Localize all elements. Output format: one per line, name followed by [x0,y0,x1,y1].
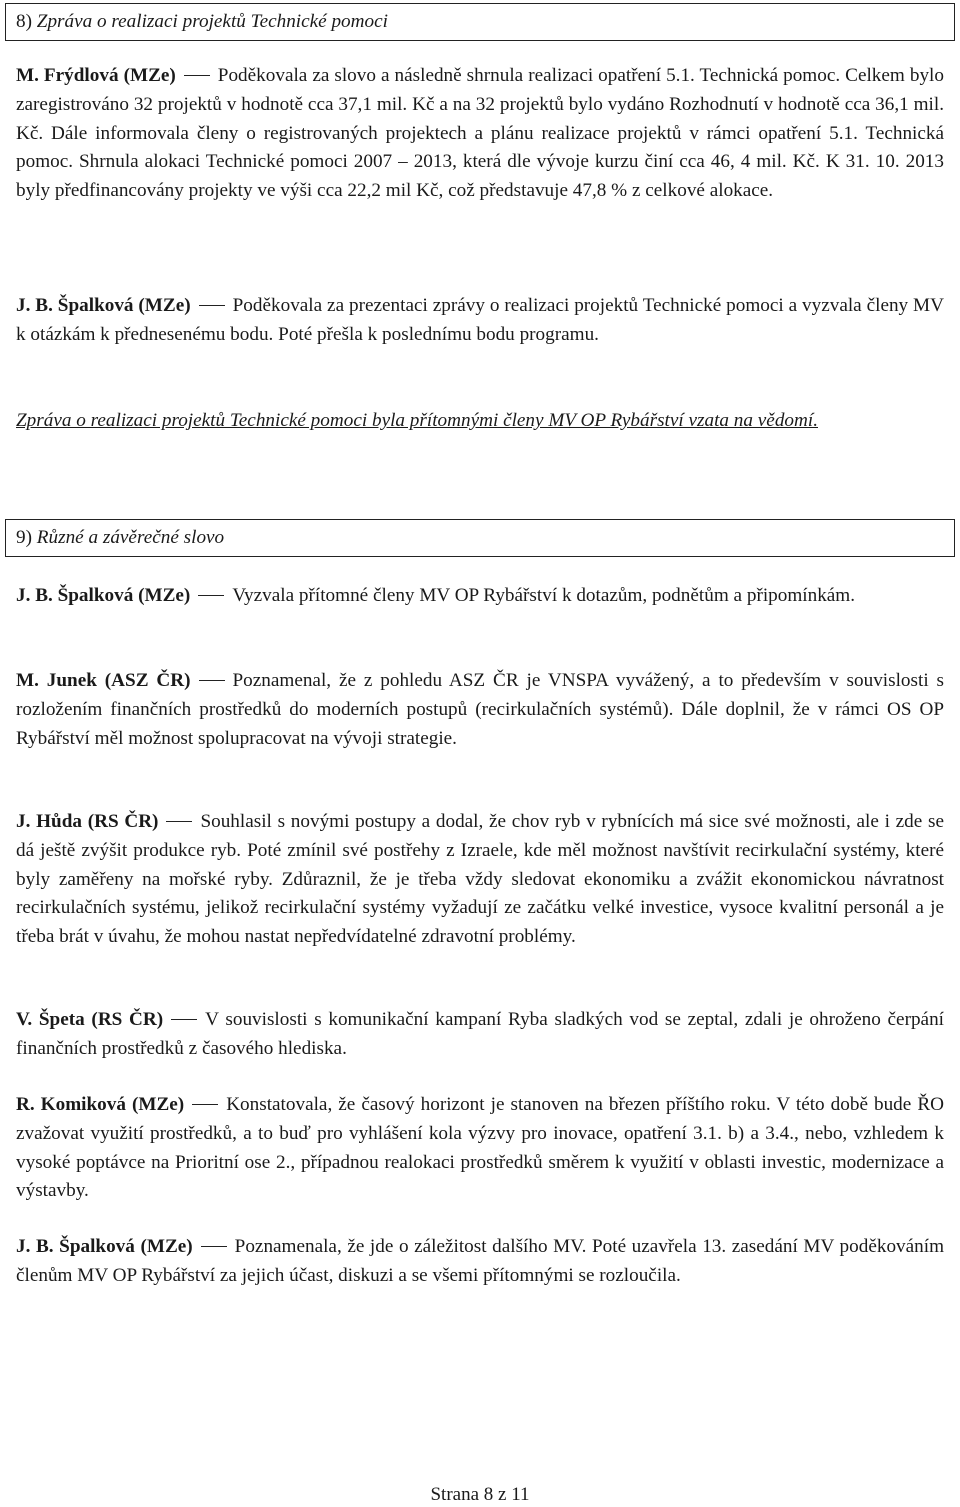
page-number: Strana 8 z 11 [430,1484,530,1505]
dash [166,821,192,823]
speaker-name: J. B. Špalková (MZe) [16,585,191,606]
section-title: Zpráva o realizaci projektů Technické pomoci [36,11,388,32]
dash [199,305,225,307]
paragraph-spalkova-2 [16,582,944,611]
dash [199,680,225,682]
paragraph-text: Souhlasil s novými postupy a dodal, že chov ryb v rybnících má sice své možnosti, ale i zde se dá ještě zvýšit produkce ryb. Poté zmínil své postřehy z Izraele, kde měl možnost navštívit recirkulační systémy, které byly zaměřeny na mořské ryby. Zdůraznil, že je třeba vždy sledovat ekonomiku a zvážit ekonomickou návratnost recirkulačních systému, jelikož recirkulační systémy vyžadují ze začátku velké investice, vysoce kvalitní personál a je třeba brát v úvahu, že mohou nastat nepředvídatelné zdravotní problémy. [16,811,944,948]
speaker-name: R. Komiková (MZe) [16,1094,185,1115]
speaker-name: M. Junek (ASZ ČR) [16,670,191,691]
conclusion-statement: Zpráva o realizaci projektů Technické pomoci byla přítomnými členy MV OP Rybářství vzata na vědomí. [16,410,818,431]
paragraph-komikova [16,1091,944,1206]
dash [198,595,224,597]
paragraph-text: Poděkovala za slovo a následně shrnula realizaci opatření 5.1. Technická pomoc. Celkem bylo zaregistrováno 32 projektů v hodnotě cca 37,1 mil. Kč a na 32 projektů bylo vydáno Rozhodnutí v hodnotě cca 36,1 mil. Kč. Dále informovala členy o registrovaných projektech a plánu realizace projektů v rámci opatření 5.1. Technická pomoc. Shrnula alokaci Technické pomoci 2007 – 2013, která dle vývoje kurzu činí cca 46, 4 mil. Kč. K 31. 10. 2013 byly předfinancovány projekty ve výši cca 22,2 mil Kč, což představuje 47,8 % z celkové alokace. [16,65,944,202]
dash [184,75,210,77]
section-number: 9) [16,527,32,548]
paragraph-junek [16,667,944,753]
paragraph-text: Poděkovala za prezentaci zprávy o realizaci projektů Technické pomoci a vyzvala členy MV k otázkám k přednesenému bodu. Poté přešla k poslednímu bodu programu. [16,295,944,345]
paragraph-text: V souvislosti s komunikační kampaní Ryba sladkých vod se zeptal, zdali je ohroženo čerpání finančních prostředků z časového hlediska. [16,1009,944,1059]
paragraph-text: Poznamenala, že jde o záležitost dalšího MV. Poté uzavřela 13. zasedání MV poděkováním členům MV OP Rybářství za jejich účast, diskuzi a se všemi přítomnými se rozloučila. [16,1236,944,1286]
section-8-heading [5,3,955,41]
paragraph-speta [16,1006,944,1064]
paragraph-spalkova-3 [16,1233,944,1291]
paragraph-text: Poznamenal, že z pohledu ASZ ČR je VNSPA vyvážený, a to především v souvislosti s rozložením finančních prostředků do moderních postupů (recirkulačních systémů). Dále doplnil, že v rámci OS OP Rybářství měl možnost spolupracovat na vývoji strategie. [16,670,944,749]
speaker-name: V. Špeta (RS ČR) [16,1009,164,1030]
speaker-name: J. Hůda (RS ČR) [16,811,159,832]
dash [201,1246,227,1248]
speaker-name: J. B. Špalková (MZe) [16,1236,193,1257]
speaker-name: M. Frýdlová (MZe) [16,65,176,86]
section-title: Různé a závěrečné slovo [36,527,225,548]
paragraph-huda [16,808,944,952]
section-9-heading [5,519,955,557]
section-number: 8) [16,11,32,32]
dash [192,1104,218,1106]
dash [171,1019,197,1021]
paragraph-frydlova [16,62,944,206]
paragraph-text: Konstatovala, že časový horizont je stanoven na březen příštího roku. V této době bude ŘO zvažovat využití prostředků, a to buď pro vyhlášení kola výzvy pro inovace, opatření 3.1. b) a 3.4., nebo, vzhledem k vysoké poptávce na Prioritní ose 2., případnou realokaci prostředků směrem k využití v oblasti investic, modernizace a výstavby. [16,1094,944,1202]
speaker-name: J. B. Špalková (MZe) [16,295,191,316]
paragraph-spalkova-1 [16,292,944,350]
paragraph-text: Vyzvala přítomné členy MV OP Rybářství k dotazům, podnětům a připomínkám. [232,585,856,606]
